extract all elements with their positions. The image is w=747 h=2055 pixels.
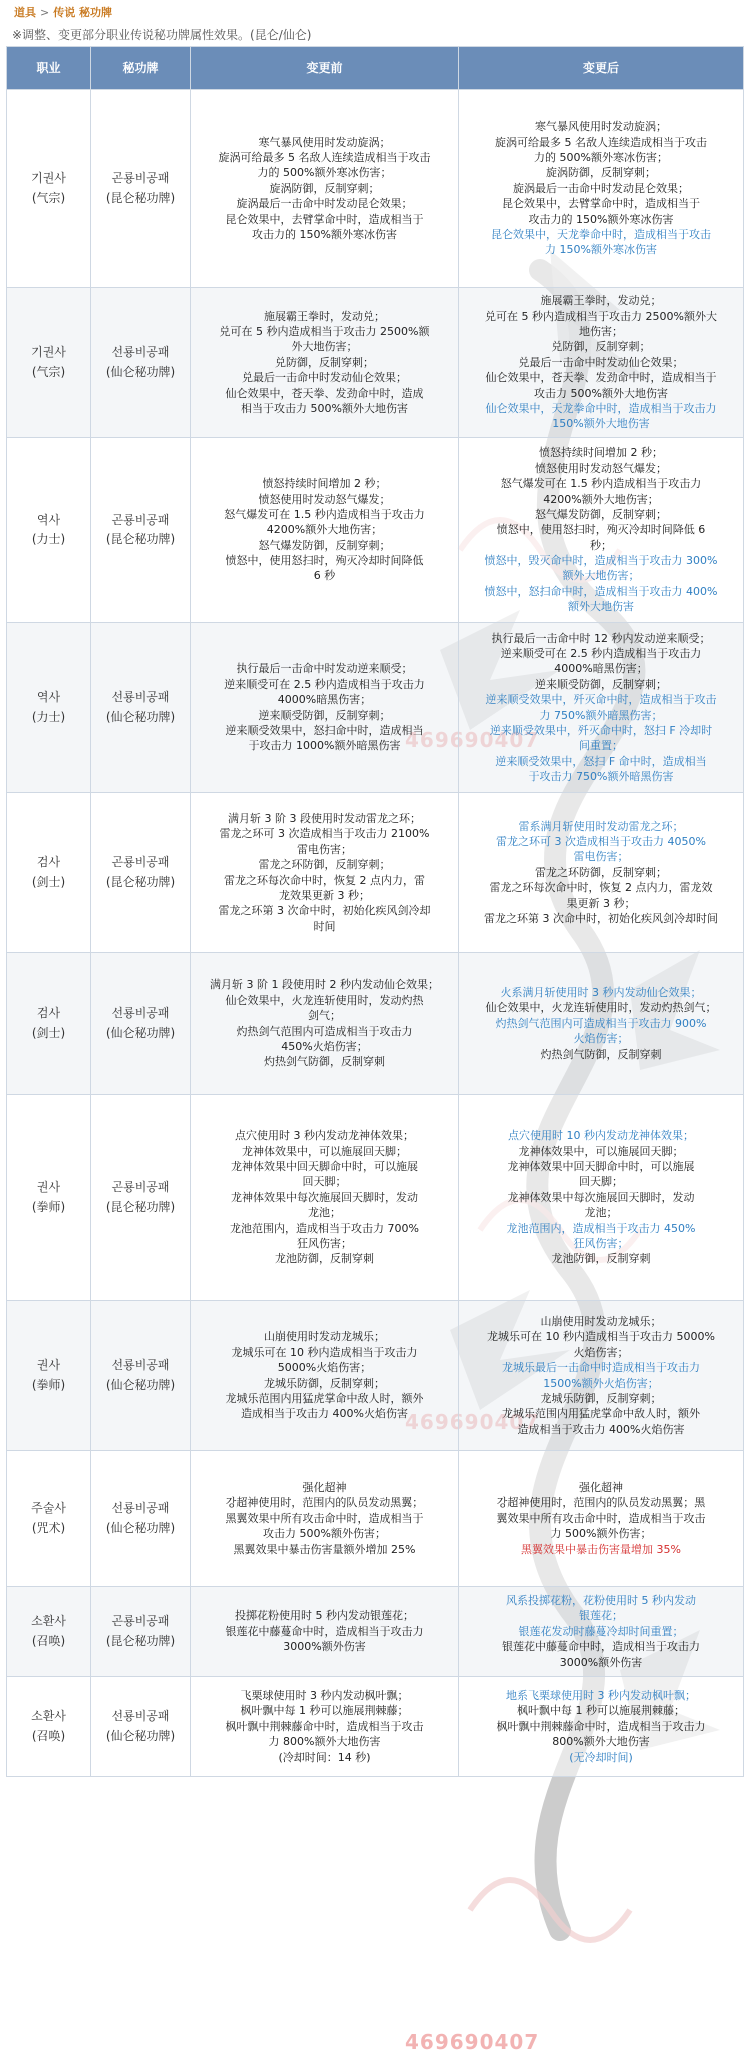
cell-line: 곤룡비공패 [111, 512, 170, 527]
cell-line: 强化超神 [579, 1481, 623, 1495]
cell-line: 검사 [36, 1006, 61, 1021]
cell-line: 狂风伤害； [573, 1236, 629, 1250]
cell-line: 旋涡防御，反制穿刺； [269, 181, 380, 195]
cell-line: (仙仑秘功牌) [105, 1520, 176, 1535]
cell-line: (力士) [31, 709, 66, 724]
table-row [7, 623, 744, 793]
cell-line: 力 500%额外伤害； [550, 1527, 652, 1541]
job-cell [7, 90, 91, 288]
cell-line: 권사 [36, 1180, 61, 1195]
before-cell [191, 288, 459, 438]
cell-line: 권사 [36, 1358, 61, 1373]
cell-line: 兑可在 5 秒内造成相当于攻击力 2500%额 [219, 325, 430, 339]
table-row [7, 793, 744, 953]
cell-line: 火焰伤害； [573, 1345, 629, 1359]
cell-line: 역사 [36, 690, 61, 705]
cell-line: 旋涡可给最多 5 名敌人连续造成相当于攻击 [218, 151, 431, 165]
card-cell [91, 1587, 191, 1677]
cell-line: 逆来顺受效果中，怒扫 F 命中时，造成相当 [495, 754, 707, 768]
after-cell [459, 623, 744, 793]
cell-line: 银莲花； [579, 1609, 623, 1623]
page-note: ※调整、变更部分职业传说秘功牌属性效果。(昆仑/仙仑) [12, 28, 312, 42]
cell-line: 怒气爆发防御，反制穿刺； [535, 507, 667, 521]
cell-line: 于攻击力 750%额外暗黑伤害 [528, 770, 674, 784]
cell-line: 역사 [36, 512, 61, 527]
table-row [7, 1095, 744, 1301]
before-cell [191, 1301, 459, 1451]
cell-line: 回天脚； [302, 1175, 347, 1189]
job-cell [7, 288, 91, 438]
cell-line: 愤怒中，毁灭命中时，造成相当于攻击力 300% [484, 554, 718, 568]
cell-line: 龙城乐范围内用猛虎掌命中敌人时，额外 [502, 1407, 700, 1421]
card-cell [91, 288, 191, 438]
cell-line: 满月斩 3 阶 1 段使用时 2 秒内发动仙仑效果； [210, 978, 439, 992]
cell-line: 火焰伤害； [573, 1032, 629, 1046]
cell-line: 点穴使用时 10 秒内发动龙神体效果； [508, 1129, 694, 1143]
cell-line: 枫叶飘中每 1 秒可以施展荆棘藤； [240, 1704, 409, 1718]
cell-line: 雷龙之环可 3 次造成相当于攻击力 4050% [496, 835, 706, 849]
cell-line: (气宗) [31, 190, 66, 205]
cell-line: 果更新 3 秒； [566, 896, 636, 910]
cell-line: (仙仑秘功牌) [105, 364, 176, 379]
before-cell [191, 953, 459, 1095]
cell-line: (仙仑秘功牌) [105, 1025, 176, 1040]
cell-line: 4200%额外大地伤害； [543, 492, 659, 506]
cell-line: (气宗) [31, 364, 66, 379]
cell-line: (拳师) [31, 1377, 66, 1392]
cell-line: 旋涡最后一击命中时发动昆仑效果； [513, 181, 689, 195]
cell-line: (仙仑秘功牌) [105, 1728, 176, 1743]
cell-line: 点穴使用时 3 秒内发动龙神体效果； [235, 1129, 414, 1143]
cell-line: 兑防御，反制穿刺； [551, 340, 651, 354]
before-cell [191, 1095, 459, 1301]
cell-line: 额外大地伤害 [568, 600, 634, 614]
header-after: 变更后 [459, 47, 744, 90]
after-cell [459, 90, 744, 288]
cell-line: 주술사 [31, 1501, 66, 1516]
cell-line: 山崩使用时发动龙城乐； [264, 1330, 385, 1344]
cell-line: 仙仑效果中，火龙连斩使用时，发动灼热 [225, 993, 424, 1007]
cell-line: 雷龙之环防御，反制穿刺； [535, 865, 667, 879]
cell-line: 执行最后一击命中时 12 秒内发动逆来顺受； [491, 631, 711, 645]
cell-line: 雷龙之环防御，反制穿刺； [258, 858, 391, 872]
cell-line: 逆来顺受防御，反制穿刺； [258, 708, 391, 722]
cell-line: 地系飞栗球使用时 3 秒内发动枫叶飘； [506, 1689, 696, 1703]
table-row [7, 1451, 744, 1587]
card-cell [91, 1301, 191, 1451]
cell-line: 愤怒中，使用怒扫时，殉灭冷却时间降低 6 [496, 523, 706, 537]
cell-line: 造成相当于攻击力 400%火焰伤害 [517, 1422, 685, 1436]
cell-line: 龙池范围内，造成相当于攻击力 700% [230, 1221, 419, 1235]
cell-line: (力士) [31, 532, 66, 546]
job-cell [7, 953, 91, 1095]
cell-line: 枫叶飘中荆棘藤命中时，造成相当于攻击 [225, 1719, 424, 1733]
breadcrumb-separator: > [40, 6, 50, 19]
breadcrumb [14, 4, 112, 20]
cell-line: 黑翼效果中暴击伤害量增加 35% [521, 1542, 681, 1556]
cell-line: 昆仑效果中，天龙拳命中时，造成相当于攻击 [491, 227, 711, 241]
cell-line: 昆仑效果中，去臂掌命中时，造成相当于 [502, 197, 700, 211]
cell-line: 造成相当于攻击力 400%火焰伤害 [241, 1407, 408, 1421]
cell-line: 外大地伤害； [291, 340, 358, 354]
cell-line: 仙仑效果中，苍天拳、发劲命中时，造成相当于 [485, 371, 717, 385]
after-cell [459, 1587, 744, 1677]
cell-line: 곤룡비공패 [111, 1614, 170, 1629]
cell-line: 旋涡最后一击命中时发动昆仑效果； [236, 197, 413, 211]
job-cell [7, 623, 91, 793]
cell-line: 곤룡비공패 [111, 1180, 170, 1195]
cell-line: 逆来顺受可在 2.5 秒内造成相当于攻击力 [500, 646, 702, 660]
cell-line: 飞栗球使用时 3 秒内发动枫叶飘； [240, 1689, 409, 1703]
after-cell [459, 1451, 744, 1587]
cell-line: 龙神体效果中每次施展回天脚时，发动 [231, 1190, 418, 1204]
cell-line: (拳师) [31, 1199, 66, 1214]
cell-line: 雷龙之环可 3 次造成相当于攻击力 2100% [219, 827, 430, 841]
cell-line: 逆来顺受效果中，怒扫命中时，造成相当 [225, 723, 424, 737]
skill-card-change-table [6, 46, 744, 1777]
cell-line: 雷龙之环第 3 次命中时，初始化疾风剑冷却时间 [484, 911, 718, 925]
cell-line: 地伤害； [579, 325, 623, 339]
cell-line: 枫叶飘中每 1 秒可以施展荆棘藤； [517, 1704, 685, 1718]
breadcrumb-item-legend[interactable]: 传说 秘功牌 [53, 6, 113, 19]
table-row [7, 953, 744, 1095]
card-cell [91, 90, 191, 288]
cell-line: 逆来顺受防御，反制穿刺； [535, 677, 667, 691]
cell-line: 时间 [313, 919, 336, 933]
cell-line: 선룡비공패 [111, 690, 170, 705]
cell-line: 剑气； [308, 1009, 341, 1023]
header-job: 职业 [7, 47, 91, 90]
cell-line: (昆仑秘功牌) [105, 874, 176, 889]
breadcrumb-item-props[interactable]: 道具 [14, 6, 36, 19]
cell-line: 검사 [36, 855, 61, 870]
before-cell [191, 1587, 459, 1677]
cell-line: 龙城乐防御，反制穿刺； [264, 1376, 385, 1390]
cell-line: 800%额外大地伤害 [552, 1735, 650, 1749]
cell-line: 旋涡防御，反制穿刺； [546, 166, 656, 180]
after-cell [459, 288, 744, 438]
cell-line: 雷系满月斩使用时发动雷龙之环； [518, 819, 684, 833]
job-cell [7, 793, 91, 953]
cell-line: 黑翼效果中暴击伤害量额外增加 25% [233, 1542, 416, 1556]
cell-line: 龙池防御，反制穿刺 [275, 1252, 374, 1266]
cell-line: 间重置； [579, 739, 623, 753]
cell-line: 逆来顺受可在 2.5 秒内造成相当于攻击力 [224, 677, 425, 691]
before-cell [191, 1451, 459, 1587]
watermark-number: 469690407 [405, 2030, 540, 2054]
job-cell [7, 438, 91, 623]
cell-line: (无冷却时间) [569, 1750, 633, 1764]
cell-line: 3000%额外伤害 [283, 1640, 366, 1654]
table-header-row [7, 47, 744, 90]
cell-line: 3000%额外伤害 [559, 1655, 643, 1669]
cell-line: 攻击力的 150%额外寒冰伤害 [252, 227, 397, 241]
cell-line: 선룡비공패 [111, 345, 170, 360]
cell-line: 执行最后一击命中时发动逆来顺受； [236, 662, 413, 676]
cell-line: 기권사 [31, 345, 66, 360]
cell-line: 龙神体效果中回天脚命中时，可以施展 [507, 1160, 695, 1174]
cell-line: 银莲花中藤蔓命中时，造成相当于攻击力 [502, 1640, 700, 1654]
before-cell [191, 90, 459, 288]
after-cell [459, 1095, 744, 1301]
cell-line: 愤怒中，怒扫命中时，造成相当于攻击力 400% [484, 584, 718, 598]
cell-line: 仙仑效果中，天龙拳命中时，造成相当于攻击力 [485, 401, 717, 415]
cell-line: (剑士) [31, 1025, 66, 1040]
cell-line: 怒气爆发可在 1.5 秒内造成相当于攻击力 [500, 477, 702, 491]
cell-line: 선룡비공패 [111, 1709, 170, 1724]
cell-line: 선룡비공패 [111, 1006, 170, 1021]
card-cell [91, 953, 191, 1095]
card-cell [91, 1677, 191, 1777]
cell-line: 雷龙之环每次命中时，恢复 2 点内力，雷龙效 [489, 881, 713, 895]
cell-line: 愤怒持续时间增加 2 秒； [539, 446, 663, 460]
table-row [7, 1677, 744, 1777]
job-cell [7, 1587, 91, 1677]
cell-line: 5000%火焰伤害； [277, 1361, 372, 1375]
cell-line: 攻击力的 150%额外寒冰伤害 [528, 212, 674, 226]
cell-line: 龙池范围内，造成相当于攻击力 450% [506, 1221, 696, 1235]
cell-line: 龙池； [584, 1206, 618, 1220]
cell-line: (召唤) [31, 1633, 66, 1648]
table-row [7, 1301, 744, 1451]
after-cell [459, 793, 744, 953]
cell-line: 1500%额外火焰伤害； [543, 1376, 659, 1390]
cell-line: 愤怒使用时发动怒气爆发； [258, 492, 391, 506]
cell-line: 龙神体效果中，可以施展回天脚； [242, 1144, 407, 1158]
cell-line: 回天脚； [579, 1175, 623, 1189]
after-cell [459, 1301, 744, 1451]
cell-line: 灼热剑气范围内可造成相当于攻击力 [236, 1024, 413, 1038]
cell-line: 逆来顺受效果中，歼灭命中时，怒扫 F 冷却时 [489, 723, 713, 737]
cell-line: 施展霸王拳时，发动兑； [540, 294, 662, 308]
cell-line: (仙仑秘功牌) [105, 709, 176, 724]
cell-line: 龙城乐最后一击命中时造成相当于攻击力 [502, 1361, 700, 1375]
cell-line: (昆仑秘功牌) [105, 1199, 176, 1214]
cell-line: 风系投掷花粉，花粉使用时 5 秒内发动 [506, 1594, 696, 1608]
cell-line: 怒气爆发防御，反制穿刺； [258, 538, 391, 552]
job-cell [7, 1451, 91, 1587]
header-before: 变更前 [191, 47, 459, 90]
before-cell [191, 793, 459, 953]
cell-line: 银莲花中藤蔓命中时，造成相当于攻击力 [225, 1624, 424, 1638]
cell-line: 愤怒使用时发动怒气爆发； [535, 461, 667, 475]
cell-line: 소환사 [31, 1709, 66, 1724]
cell-line: 곤룡비공패 [111, 171, 170, 186]
table-row [7, 438, 744, 623]
cell-line: 满月斩 3 阶 3 段使用时发动雷龙之环； [228, 811, 421, 825]
cell-line: (昆仑秘功牌) [105, 532, 176, 546]
cell-line: 龙效果更新 3 秒； [279, 888, 370, 902]
cell-line: 강超神使用时，范围内的队员发动黑翼； [225, 1496, 424, 1510]
cell-line: 寒气暴风使用时发动旋涡； [535, 120, 667, 134]
cell-line: 灼热剑气防御，反制穿刺 [540, 1047, 662, 1061]
cell-line: 攻击力 500%额外伤害； [263, 1527, 386, 1541]
cell-line: 山崩使用时发动龙城乐； [540, 1314, 662, 1328]
cell-line: 逆来顺受效果中，歼灭命中时，造成相当于攻击 [485, 693, 717, 707]
cell-line: 枫叶飘中荆棘藤命中时，造成相当于攻击力 [496, 1719, 706, 1733]
cell-line: (昆仑秘功牌) [105, 190, 176, 205]
cell-line: 投掷花粉使用时 5 秒内发动银莲花； [235, 1609, 414, 1623]
cell-line: 旋涡可给最多 5 名敌人连续造成相当于攻击 [495, 135, 707, 149]
header-card: 秘功牌 [91, 47, 191, 90]
before-cell [191, 623, 459, 793]
cell-line: 火系满月斩使用时 3 秒内发动仙仑效果； [500, 986, 702, 1000]
cell-line: 선룡비공패 [111, 1501, 170, 1516]
cell-line: 소환사 [31, 1614, 66, 1629]
cell-line: 强化超神 [302, 1481, 347, 1495]
card-cell [91, 1095, 191, 1301]
cell-line: 翼效果中所有攻击命中时，造成相当于攻击 [496, 1511, 706, 1525]
cell-line: 곤룡비공패 [111, 855, 170, 870]
cell-line: 愤怒中，使用怒扫时，殉灭冷却时间降低 [225, 554, 424, 568]
cell-line: 怒气爆发可在 1.5 秒内造成相当于攻击力 [224, 507, 425, 521]
cell-line: (冷却时间：14 秒) [278, 1750, 371, 1764]
cell-line: 灼热剑气范围内可造成相当于攻击力 900% [495, 1016, 707, 1030]
cell-line: 450%火焰伤害； [281, 1039, 368, 1053]
cell-line: 于攻击力 1000%额外暗黑伤害 [248, 739, 401, 753]
cell-line: (剑士) [31, 874, 66, 889]
cell-line: 6 秒 [313, 569, 336, 583]
cell-line: (仙仑秘功牌) [105, 1377, 176, 1392]
cell-line: 力 150%额外寒冰伤害 [545, 243, 657, 257]
card-cell [91, 438, 191, 623]
cell-line: 150%额外大地伤害 [552, 417, 650, 431]
cell-line: 兑可在 5 秒内造成相当于攻击力 2500%额外大 [485, 309, 717, 323]
job-cell [7, 1095, 91, 1301]
cell-line: 银莲花发动时藤蔓冷却时间重置； [518, 1624, 684, 1638]
cell-line: 4000%暗黑伤害； [554, 662, 648, 676]
cell-line: 兑最后一击命中时发动仙仑效果； [518, 355, 684, 369]
card-cell [91, 1451, 191, 1587]
after-cell [459, 953, 744, 1095]
cell-line: 兑防御，反制穿刺； [275, 355, 374, 369]
cell-line: 龙城乐可在 10 秒内造成相当于攻击力 5000% [487, 1330, 715, 1344]
table-row [7, 1587, 744, 1677]
cell-line: 力的 500%额外寒冰伤害； [534, 151, 668, 165]
cell-line: 4000%暗黑伤害； [277, 693, 372, 707]
cell-line: 仙仑效果中，苍天拳、发劲命中时，造成 [225, 386, 424, 400]
cell-line: 강超神使用时，范围内的队员发动黑翼；黑 [496, 1496, 706, 1510]
job-cell [7, 1677, 91, 1777]
cell-line: 黑翼效果中所有攻击命中时，造成相当于 [225, 1511, 424, 1525]
cell-line: 灼热剑气防御，反制穿刺 [264, 1055, 385, 1069]
cell-line: 力的 500%额外寒冰伤害； [257, 166, 392, 180]
cell-line: 兑最后一击命中时发动仙仑效果； [242, 371, 407, 385]
cell-line: 龙池防御，反制穿刺 [551, 1252, 651, 1266]
cell-line: 力 750%额外暗黑伤害； [539, 708, 663, 722]
cell-line: 기권사 [31, 171, 66, 186]
cell-line: 额外大地伤害； [562, 569, 640, 583]
cell-line: 雷电伤害； [573, 850, 629, 864]
cell-line: 愤怒持续时间增加 2 秒； [262, 477, 387, 491]
cell-line: 龙池； [308, 1206, 341, 1220]
before-cell [191, 438, 459, 623]
cell-line: 龙城乐防御，反制穿刺； [540, 1391, 662, 1405]
cell-line: (咒术) [31, 1520, 66, 1535]
cell-line: (昆仑秘功牌) [105, 1633, 176, 1648]
cell-line: 昆仑效果中，去臂掌命中时，造成相当于 [225, 212, 424, 226]
card-cell [91, 793, 191, 953]
cell-line: 龙神体效果中，可以施展回天脚； [518, 1144, 684, 1158]
cell-line: 寒气暴风使用时发动旋涡； [258, 135, 391, 149]
card-cell [91, 623, 191, 793]
cell-line: 狂风伤害； [297, 1236, 352, 1250]
cell-line: 雷龙之环每次命中时，恢复 2 点内力，雷 [224, 873, 425, 887]
cell-line: 相当于攻击力 500%额外大地伤害 [241, 401, 408, 415]
cell-line: 雷电伤害； [297, 842, 352, 856]
cell-line: 4200%额外大地伤害； [266, 523, 383, 537]
cell-line: 龙神体效果中回天脚命中时，可以施展 [231, 1160, 418, 1174]
cell-line: 龙神体效果中每次施展回天脚时，发动 [507, 1190, 695, 1204]
job-cell [7, 1301, 91, 1451]
cell-line: 仙仑效果中，火龙连斩使用时，发动灼热剑气； [485, 1001, 717, 1015]
cell-line: 雷龙之环第 3 次命中时，初始化疾风剑冷却 [218, 904, 431, 918]
cell-line: (召唤) [31, 1728, 66, 1743]
cell-line: 龙城乐可在 10 秒内造成相当于攻击力 [231, 1345, 418, 1359]
cell-line: 선룡비공패 [111, 1358, 170, 1373]
cell-line: 攻击力 500%额外大地伤害 [534, 386, 668, 400]
cell-line: 力 800%额外大地伤害 [268, 1735, 381, 1749]
cell-line: 施展霸王拳时，发动兑； [264, 309, 385, 323]
before-cell [191, 1677, 459, 1777]
cell-line: 龙城乐范围内用猛虎掌命中敌人时，额外 [225, 1391, 424, 1405]
table-row [7, 90, 744, 288]
after-cell [459, 1677, 744, 1777]
cell-line: 秒； [590, 538, 612, 552]
table-row [7, 288, 744, 438]
after-cell [459, 438, 744, 623]
